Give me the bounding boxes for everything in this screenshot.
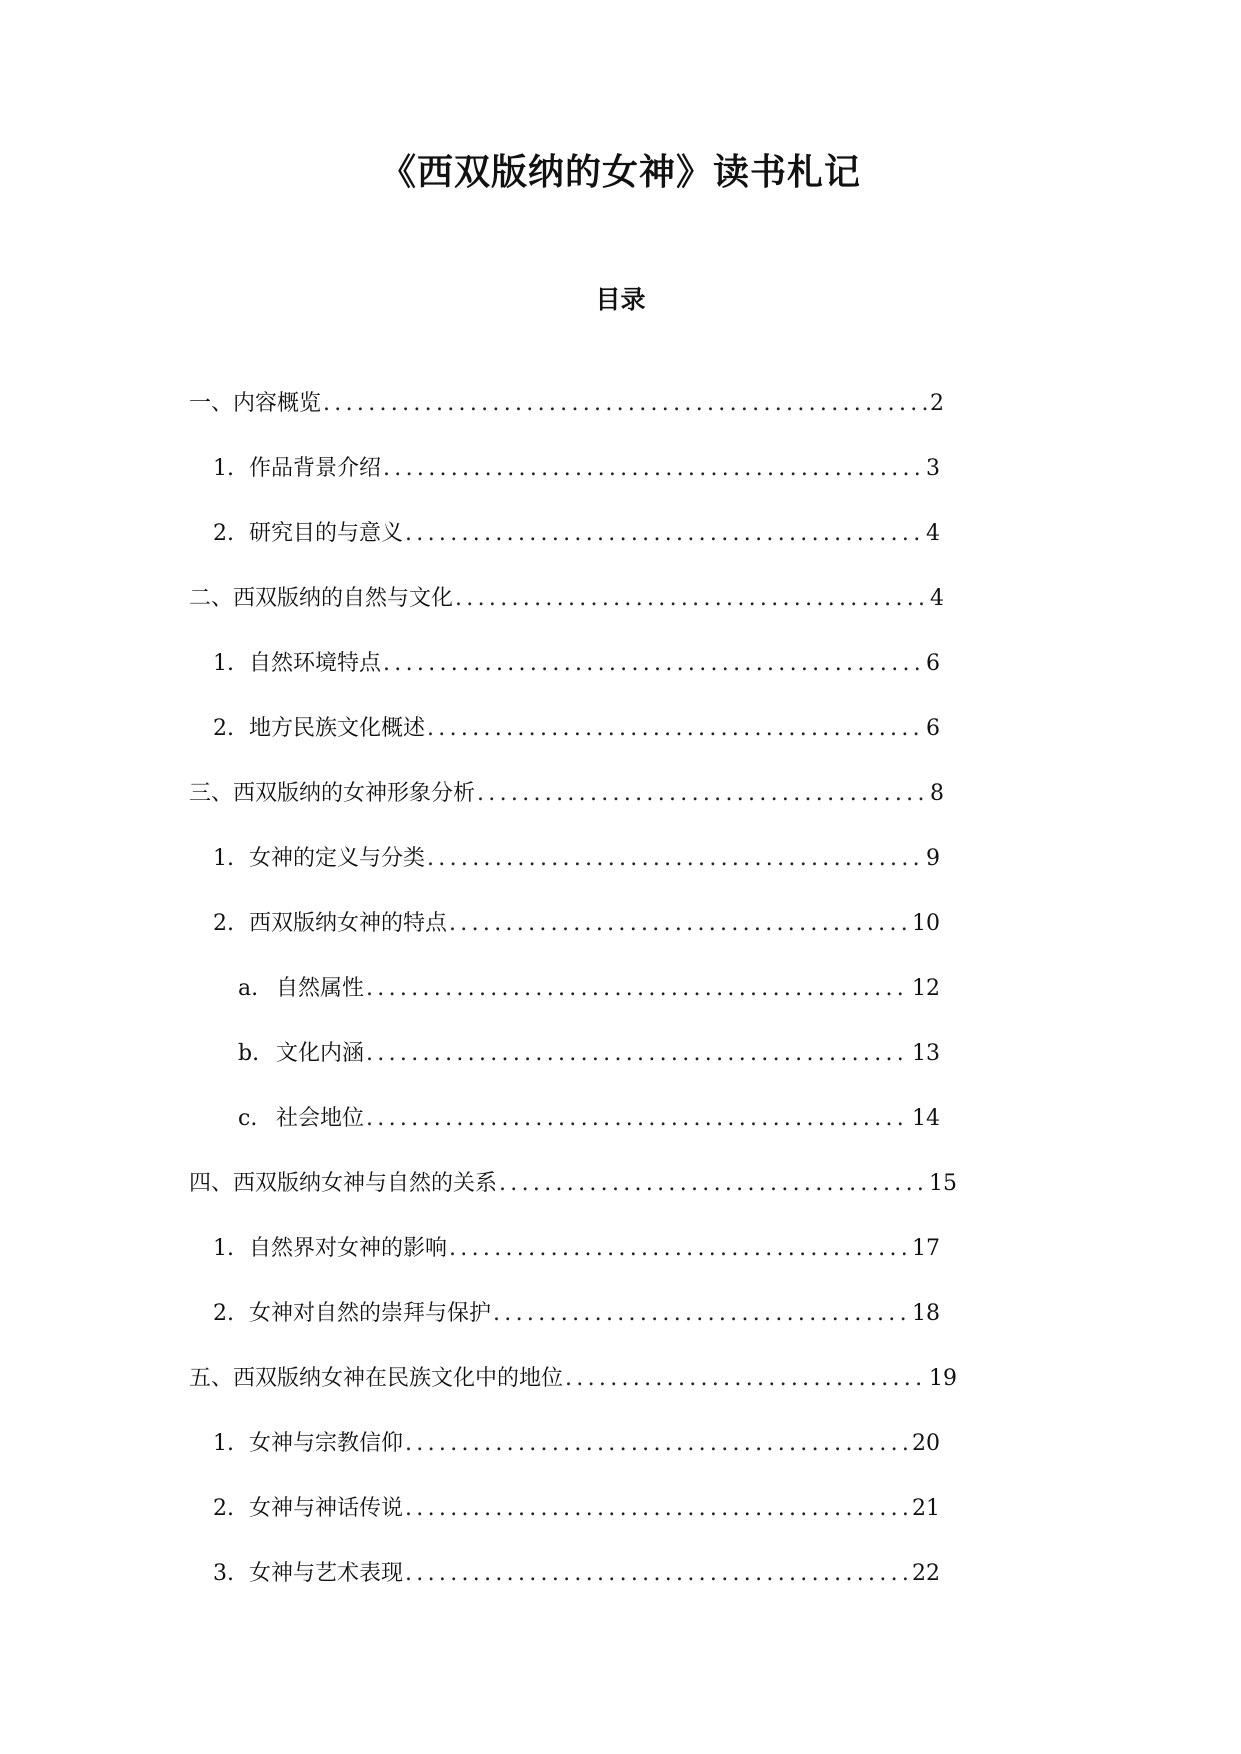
toc-entry-label: 四、西双版纳女神与自然的关系 — [189, 1171, 498, 1196]
toc-entry-page: 4 — [926, 521, 940, 546]
toc-leader-dots — [383, 647, 924, 681]
toc-leader-dots — [477, 777, 928, 811]
toc-entry-label: 社会地位 — [276, 1106, 365, 1131]
toc-entry-number: 1. — [213, 651, 234, 676]
toc-entry[interactable] — [213, 1232, 940, 1266]
toc-entry[interactable] — [213, 712, 940, 746]
toc-entry-number: 1. — [213, 456, 234, 481]
toc-entry-page: 14 — [912, 1106, 940, 1131]
toc-entry-page: 4 — [930, 586, 944, 611]
toc-entry[interactable] — [213, 1427, 940, 1461]
toc-heading: 目录 — [595, 285, 646, 314]
toc-entry-label: 女神与艺术表现 — [249, 1561, 404, 1586]
toc-entry[interactable] — [238, 972, 940, 1006]
toc-entry[interactable] — [238, 1102, 940, 1136]
toc-entry-number: b. — [238, 1041, 260, 1066]
toc-leader-dots — [366, 1102, 910, 1136]
toc-entry-page: 3 — [926, 456, 940, 481]
toc-entry-page: 12 — [912, 976, 940, 1001]
toc-leader-dots — [383, 452, 924, 486]
toc-entry-page: 10 — [912, 911, 940, 936]
toc-entry[interactable] — [213, 647, 940, 681]
toc-entry-number: 2. — [213, 911, 234, 936]
toc-entry-label: 二、西双版纳的自然与文化 — [189, 586, 454, 611]
toc-entry-number: 1. — [213, 846, 234, 871]
toc-leader-dots — [366, 1037, 910, 1071]
toc-entry-page: 15 — [929, 1171, 957, 1196]
toc-entry-label: 女神与神话传说 — [249, 1496, 404, 1521]
toc-entry-page: 20 — [912, 1431, 940, 1456]
toc-entry-page: 18 — [912, 1301, 940, 1326]
toc-entry-page: 2 — [930, 391, 944, 416]
toc-entry-label: 文化内涵 — [276, 1041, 365, 1066]
toc-entry[interactable] — [213, 842, 940, 876]
toc-entry-label: 自然环境特点 — [249, 651, 382, 676]
toc-entry[interactable] — [213, 1297, 940, 1331]
toc-entry-number: c. — [238, 1106, 258, 1131]
toc-entry[interactable] — [189, 777, 944, 811]
toc-leader-dots — [427, 842, 924, 876]
toc-entry-number: 3. — [213, 1561, 234, 1586]
toc-entry-page: 9 — [926, 846, 940, 871]
toc-leader-dots — [405, 1427, 910, 1461]
toc-entry-number: 2. — [213, 1496, 234, 1521]
toc-leader-dots — [405, 1492, 910, 1526]
toc-entry-label: 女神的定义与分类 — [249, 846, 426, 871]
toc-entry-number: 2. — [213, 1301, 234, 1326]
toc-leader-dots — [366, 972, 910, 1006]
toc-entry-label: 三、西双版纳的女神形象分析 — [189, 781, 476, 806]
toc-entry-page: 22 — [912, 1561, 940, 1586]
toc-entry[interactable] — [238, 1037, 940, 1071]
toc-entry-label: 研究目的与意义 — [249, 521, 404, 546]
toc-leader-dots — [493, 1297, 910, 1331]
toc-leader-dots — [323, 387, 928, 421]
toc-leader-dots — [565, 1362, 927, 1396]
toc-entry-label: 女神对自然的崇拜与保护 — [249, 1301, 492, 1326]
toc-entry-page: 6 — [926, 651, 940, 676]
toc-entry[interactable] — [213, 1492, 940, 1526]
toc-leader-dots — [427, 712, 924, 746]
toc-entry-label: 自然界对女神的影响 — [249, 1236, 448, 1261]
toc-entry-label: 作品背景介绍 — [249, 456, 382, 481]
toc-entry-label: 五、西双版纳女神在民族文化中的地位 — [189, 1366, 564, 1391]
toc-entry-label: 地方民族文化概述 — [249, 716, 426, 741]
toc-entry-page: 19 — [929, 1366, 957, 1391]
toc-leader-dots — [455, 582, 928, 616]
toc-entry[interactable] — [189, 387, 944, 421]
toc-entry[interactable] — [189, 582, 944, 616]
toc-entry-number: 1. — [213, 1236, 234, 1261]
toc-entry-number: 1. — [213, 1431, 234, 1456]
toc-leader-dots — [405, 1557, 910, 1591]
toc-leader-dots — [449, 1232, 910, 1266]
toc-entry[interactable] — [213, 907, 940, 941]
toc-entry-number: 2. — [213, 521, 234, 546]
toc-entry[interactable] — [189, 1167, 957, 1201]
toc-entry[interactable] — [213, 1557, 940, 1591]
toc-leader-dots — [405, 517, 924, 551]
toc-entry-page: 17 — [912, 1236, 940, 1261]
toc-entry-label: 自然属性 — [276, 976, 365, 1001]
toc-entry-number: a. — [238, 976, 259, 1001]
toc-entry[interactable] — [189, 1362, 957, 1396]
toc-entry-page: 21 — [912, 1496, 940, 1521]
document-title: 《西双版纳的女神》读书札记 — [379, 151, 861, 193]
toc-entry-page: 13 — [912, 1041, 940, 1066]
toc-entry-page: 8 — [930, 781, 944, 806]
toc-entry-label: 女神与宗教信仰 — [249, 1431, 404, 1456]
toc-entry-label: 一、内容概览 — [189, 391, 322, 416]
toc-entry[interactable] — [213, 517, 940, 551]
toc-entry-number: 2. — [213, 716, 234, 741]
toc-entry[interactable] — [213, 452, 940, 486]
toc-leader-dots — [499, 1167, 927, 1201]
toc-entry-page: 6 — [926, 716, 940, 741]
toc-leader-dots — [449, 907, 910, 941]
toc-entry-label: 西双版纳女神的特点 — [249, 911, 448, 936]
